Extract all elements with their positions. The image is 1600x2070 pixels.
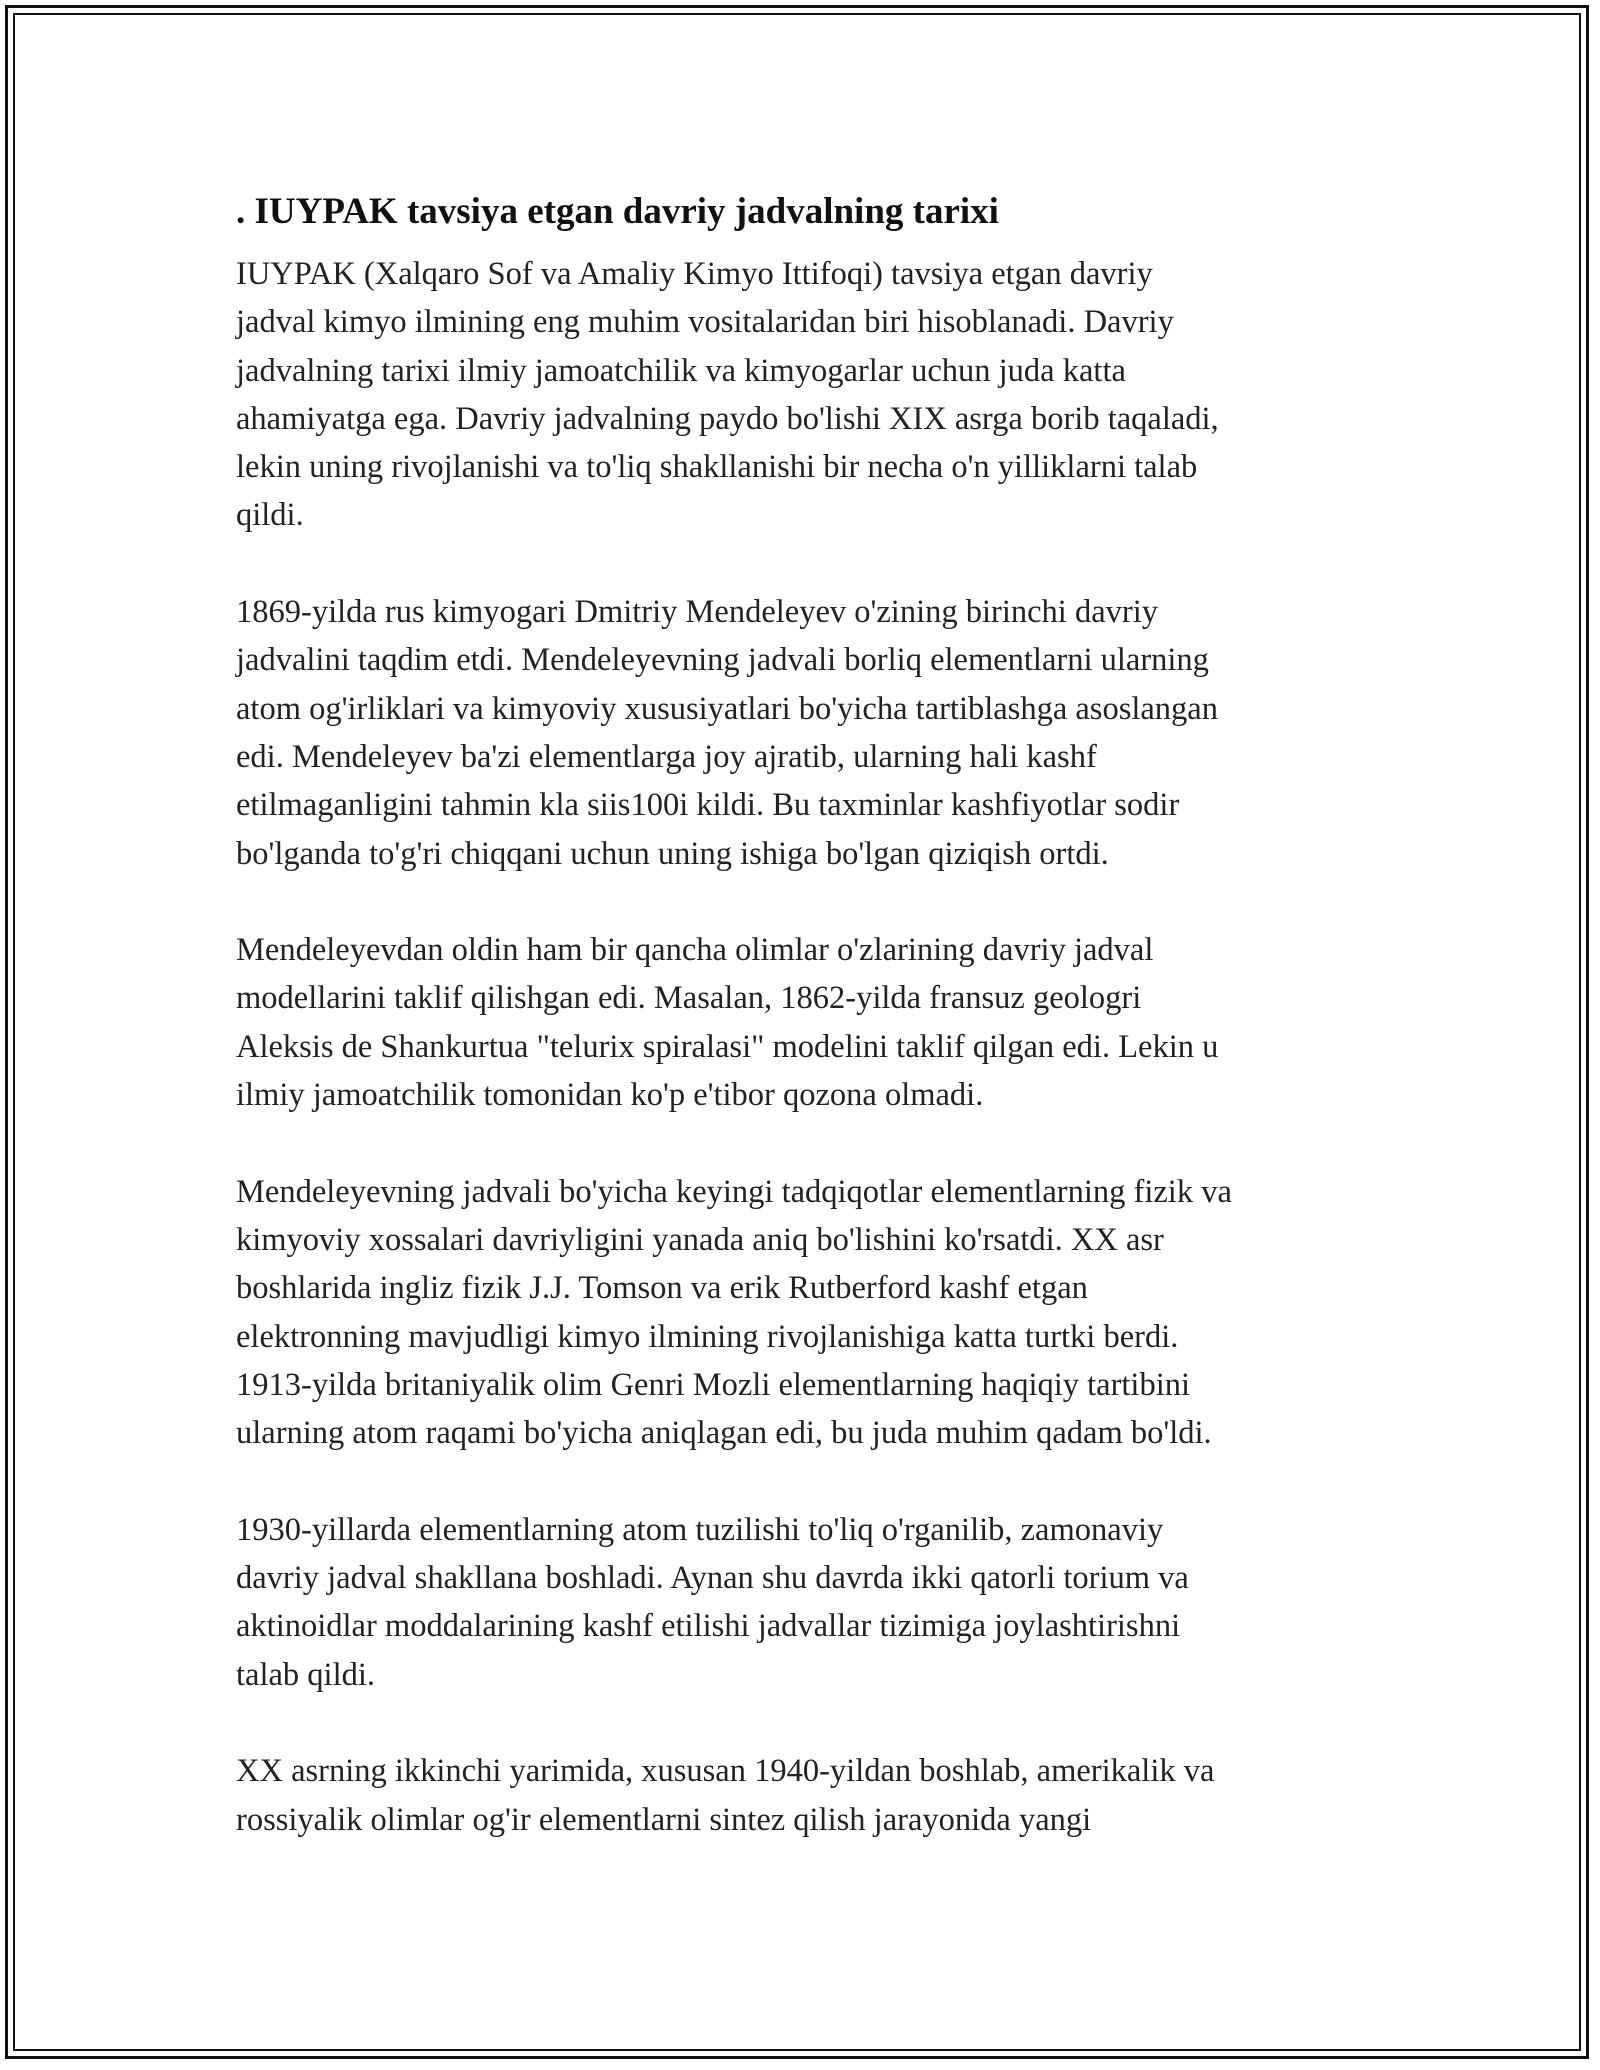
paragraph-line: aktinoidlar moddalarining kashf etilishi jadvallar tizimiga joylashtirishni (236, 1608, 1181, 1645)
paragraph-line: bo'lganda to'g'ri chiqqani uchun uning ishiga bo'lgan qiziqish ortdi. (236, 835, 1109, 872)
paragraph-line: qildi. (236, 497, 304, 534)
paragraph-line: rossiyalik olimlar og'ir elementlarni sintez qilish jarayonida yangi (236, 1801, 1092, 1838)
paragraph-1930s (236, 1506, 1366, 1699)
paragraph-line: 1913-yilda britaniyalik olim Genri Mozli elementlarning haqiqiy tartibini (236, 1366, 1191, 1403)
paragraph-line: etilmaganligini tahmin kla siis100i kildi. Bu taxminlar kashfiyotlar sodir (236, 787, 1180, 824)
paragraph-line: jadvalini taqdim etdi. Mendeleyevning jadvali borliq elementlarni ularning (236, 642, 1209, 679)
paragraph-line: jadvalning tarixi ilmiy jamoatchilik va kimyogarlar uchun juda katta (236, 352, 1126, 389)
paragraph-line: atom og'irliklari va kimyoviy xususiyatlari bo'yicha tartiblashga asoslangan (236, 690, 1218, 727)
document-title: . IUYPAK tavsiya etgan davriy jadvalning tarixi (236, 191, 999, 232)
paragraph-line: 1930-yillarda elementlarning atom tuzilishi to'liq o'rganilib, zamonaviy (236, 1511, 1164, 1548)
paragraph-line: lekin uning rivojlanishi va to'liq shakllanishi bir necha o'n yilliklarni talab (236, 449, 1198, 486)
paragraph-line: Mendeleyevning jadvali bo'yicha keyingi tadqiqotlar elementlarning fizik va (236, 1173, 1232, 1210)
paragraph-line: ilmiy jamoatchilik tomonidan ko'p e'tibor qozona olmadi. (236, 1077, 984, 1114)
paragraph-intro (236, 250, 1366, 540)
paragraph-mendeleyev-1869 (236, 588, 1366, 878)
paragraph-line: edi. Mendeleyev ba'zi elementlarga joy ajratib, ularning hali kashf (236, 738, 1097, 775)
paragraph-line: talab qildi. (236, 1656, 375, 1693)
paragraph-line: Mendeleyevdan oldin ham bir qancha olimlar o'zlarining davriy jadval (236, 932, 1154, 969)
paragraph-line: jadval kimyo ilmining eng muhim vositalaridan biri hisoblanadi. Davriy (236, 304, 1174, 341)
paragraph-line: davriy jadval shakllana boshladi. Aynan shu davrda ikki qatorli torium va (236, 1560, 1189, 1597)
paragraph-line: boshlarida ingliz fizik J.J. Tomson va erik Rutberford kashf etgan (236, 1270, 1088, 1307)
paragraph-line: ahamiyatga ega. Davriy jadvalning paydo bo'lishi XIX asrga borib taqaladi, (236, 400, 1219, 437)
paragraph-line: ularning atom raqami bo'yicha aniqlagan edi, bu juda muhim qadam bo'ldi. (236, 1415, 1212, 1452)
document-body (236, 188, 1366, 1892)
paragraph-before-mendeleyev (236, 926, 1366, 1119)
paragraph-line: Aleksis de Shankurtua "telurix spiralasi" modelini taklif qilgan edi. Lekin u (236, 1028, 1219, 1065)
paragraph-line: modellarini taklif qilishgan edi. Masalan, 1862-yilda fransuz geologri (236, 980, 1142, 1017)
paragraph-line: 1869-yilda rus kimyogari Dmitriy Mendeleyev o'zining birinchi davriy (236, 594, 1158, 631)
paragraph-line: XX asrning ikkinchi yarimida, xususan 1940-yildan boshlab, amerikalik va (236, 1753, 1215, 1790)
paragraph-line: IUYPAK (Xalqaro Sof va Amaliy Kimyo Ittifoqi) tavsiya etgan davriy (236, 256, 1153, 292)
paragraph-20th-century (236, 1747, 1366, 1844)
paragraph-line: kimyoviy xossalari davriyligini yanada aniq bo'lishini ko'rsatdi. XX asr (236, 1221, 1164, 1258)
paragraph-later-research (236, 1168, 1366, 1458)
paragraph-line: elektronning mavjudligi kimyo ilmining rivojlanishiga katta turtki berdi. (236, 1318, 1179, 1355)
